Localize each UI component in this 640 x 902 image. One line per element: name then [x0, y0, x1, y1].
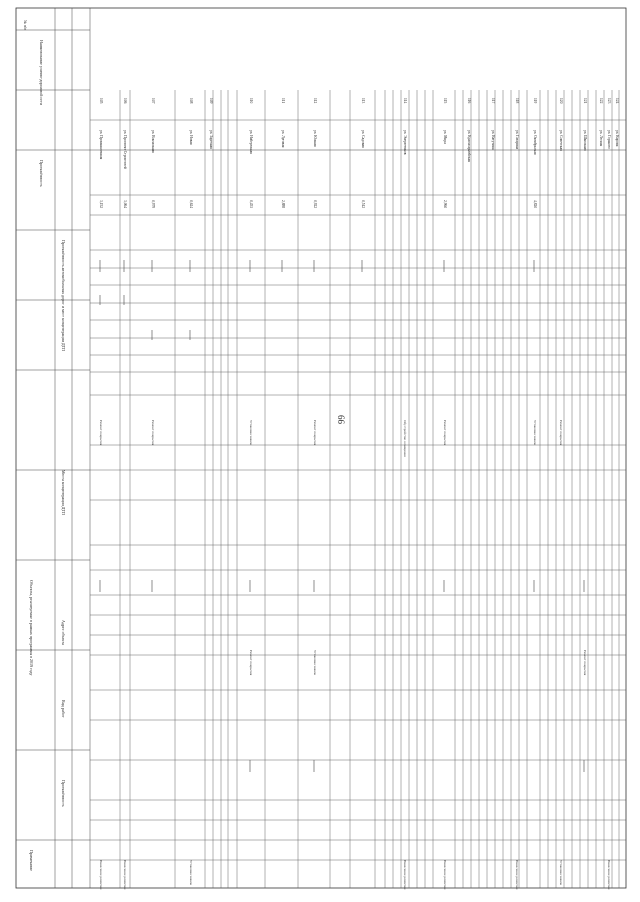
- note-text: Ремонт покрытия: [249, 650, 253, 676]
- row-street: ул. Садовая: [361, 130, 365, 148]
- note-text: Ремонт покрытия: [99, 420, 103, 446]
- row-street: ул. Луговая: [281, 130, 285, 148]
- row-street: ул. Ватутина: [491, 130, 495, 150]
- note-text: Установка знаков: [189, 860, 193, 886]
- row-len: 0,979: [151, 200, 155, 209]
- row-num: 114: [403, 98, 407, 104]
- row-street: ул. Энергетиков: [403, 130, 407, 155]
- row-num: 123: [607, 98, 611, 104]
- row-num: 107: [151, 98, 155, 104]
- header-right-title: Объекты, реализуемые в рамках программы в 2019 году: [29, 580, 34, 676]
- row-street: ул. Новая: [189, 130, 193, 145]
- row-street: ул. Мира: [443, 130, 447, 144]
- note-text: Ремонт покрытия: [559, 420, 563, 446]
- header-street: Наименование улично-дорожной сети: [39, 40, 44, 105]
- row-num: 105: [99, 98, 103, 104]
- note-text: Установка знаков: [313, 650, 317, 676]
- row-len: 4,820: [533, 200, 537, 209]
- row-num: 118: [515, 98, 519, 104]
- row-len: 3,152: [99, 200, 103, 209]
- row-num: 106: [123, 98, 127, 104]
- row-street: ул. Заречная: [209, 130, 213, 149]
- row-num: 122: [599, 98, 603, 104]
- note-text: Обустройство освещения: [403, 420, 407, 457]
- row-num: 116: [467, 98, 471, 104]
- row-street: ул. Советская: [559, 130, 563, 151]
- note-text: Ремонт покрытия: [151, 420, 155, 446]
- row-street: ул. Гагарина: [515, 130, 519, 150]
- row-street: ул. Южная: [313, 130, 317, 147]
- row-street: ул. Красноармейская: [467, 130, 471, 162]
- note-text: Нанесение разметки: [515, 860, 519, 890]
- note-text: Ремонт покрытия: [583, 650, 587, 676]
- header-right-addr: Адрес объекта: [61, 620, 66, 645]
- row-len: 0,922: [313, 200, 317, 209]
- row-num: 121: [583, 98, 587, 104]
- row-num: 115: [443, 98, 447, 104]
- row-street: ул. Промышленная: [99, 130, 103, 160]
- note-text: Установка знаков: [533, 420, 537, 446]
- row-num: 117: [491, 98, 495, 104]
- row-num: 111: [281, 98, 285, 104]
- page-number: 66: [336, 415, 346, 424]
- note-text: Установка знаков: [559, 860, 563, 886]
- note-text: Ремонт покрытия: [443, 420, 447, 446]
- header-right-work: Вид работ: [61, 700, 66, 718]
- row-len: 0,453: [249, 200, 253, 209]
- row-len: 2,888: [281, 200, 285, 209]
- header-length: Протяжённость: [39, 160, 44, 187]
- row-street: ул. Проспект Строителей: [123, 130, 127, 169]
- row-street: ул. Кирова: [615, 130, 619, 147]
- note-text: Нанесение разметки: [123, 860, 127, 890]
- row-num: 110: [249, 98, 253, 104]
- row-street: ул. Вокзальная: [151, 130, 155, 153]
- row-street: ул. Горького: [607, 130, 611, 149]
- header-right-len: Протяжённость: [61, 780, 66, 807]
- row-len: 3,064: [123, 200, 127, 209]
- note-text: Установка знаков: [249, 420, 253, 446]
- row-num: 108: [189, 98, 193, 104]
- note-text: Нанесение разметки: [403, 860, 407, 890]
- row-num: 124: [615, 98, 619, 104]
- header-left-title: Протяжённость автомобильных дорог и мест концентрации ДТП: [61, 240, 66, 351]
- row-street: ул. Октябрьская: [533, 130, 537, 155]
- row-len: 0,624: [189, 200, 193, 209]
- note-text: Нанесение разметки: [99, 860, 103, 890]
- note-text: Нанесение разметки: [443, 860, 447, 890]
- row-num: 119: [533, 98, 537, 104]
- row-street: ул. Набережная: [249, 130, 253, 154]
- row-street: ул. Школьная: [583, 130, 587, 151]
- row-num: 109: [209, 98, 213, 104]
- note-text: Нанесение разметки: [607, 860, 611, 890]
- row-len: 0,512: [361, 200, 365, 209]
- header-num: № п/п: [23, 20, 28, 31]
- row-num: 113: [361, 98, 365, 104]
- row-len: 2,960: [443, 200, 447, 209]
- row-num: 112: [313, 98, 317, 104]
- note-text: Ремонт покрытия: [313, 420, 317, 446]
- header-note: Примечание: [29, 850, 34, 872]
- header-mid: Места концентрации ДТП: [61, 470, 66, 515]
- row-street: ул. Лесная: [599, 130, 603, 147]
- row-num: 120: [559, 98, 563, 104]
